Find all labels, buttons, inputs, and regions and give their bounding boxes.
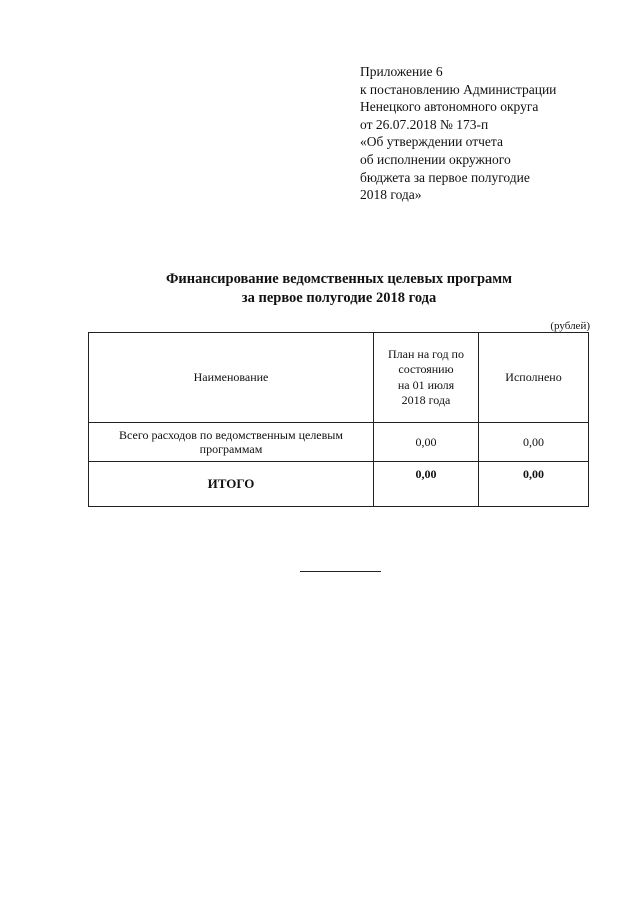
header-plan-line: План на год по bbox=[388, 346, 464, 361]
appendix-line: к постановлению Администрации bbox=[360, 81, 557, 97]
row-name bbox=[89, 423, 374, 462]
total-plan-value: 0,00 bbox=[374, 462, 479, 507]
header-plan bbox=[374, 333, 479, 423]
end-rule bbox=[300, 571, 381, 572]
total-row bbox=[89, 462, 589, 507]
appendix-line: бюджета за первое полугодие bbox=[360, 169, 530, 185]
appendix-line: Ненецкого автономного округа bbox=[360, 99, 539, 115]
header-plan-line: 2018 года bbox=[401, 393, 451, 407]
appendix-line: об исполнении окружного bbox=[360, 151, 511, 167]
table-header-row bbox=[89, 333, 589, 423]
row-name-line: Всего расходов по ведомственным целевым bbox=[119, 427, 343, 442]
title-line: Финансирование ведомственных целевых программ bbox=[165, 271, 513, 287]
units-label: (рублей) bbox=[550, 320, 590, 332]
appendix-line: от 26.07.2018 № 173-п bbox=[360, 116, 489, 132]
row-name-line: программам bbox=[199, 442, 263, 456]
document-title bbox=[90, 270, 588, 308]
appendix-line: «Об утверждении отчета bbox=[360, 134, 503, 150]
appendix-line: Приложение 6 bbox=[360, 64, 443, 79]
title-line: за первое полугодие 2018 года bbox=[241, 290, 437, 306]
appendix-line: 2018 года» bbox=[360, 187, 422, 203]
row-plan-value: 0,00 bbox=[374, 423, 479, 462]
table-row bbox=[89, 423, 589, 462]
appendix-block bbox=[360, 63, 620, 204]
header-plan-line: состоянию bbox=[398, 362, 454, 376]
header-name: Наименование bbox=[89, 333, 374, 423]
financing-table bbox=[88, 332, 589, 507]
row-done-value: 0,00 bbox=[479, 423, 589, 462]
total-label: ИТОГО bbox=[89, 462, 374, 507]
header-plan-line: на 01 июля bbox=[397, 377, 455, 392]
header-done: Исполнено bbox=[479, 333, 589, 423]
total-done-value: 0,00 bbox=[479, 462, 589, 507]
